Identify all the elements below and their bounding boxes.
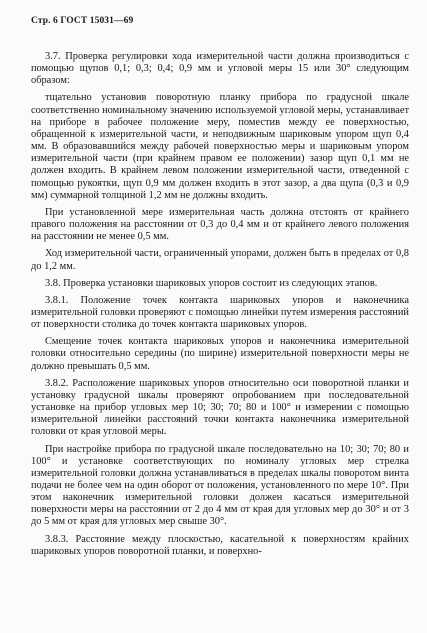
paragraph-procedure: тщательно установив поворотную планку прибора по градусной шкале соответственно номинальному значению используемой угловой меры, устанавливает на приборе в рабочее положение меру, поместив между ее поверхностью, обращенной к измерительной части, и неподвижным шариковым упором щуп 0,4 мм. В образовавшийся между рабочей поверхностью меры и шариковым упором измерительной части (при крайнем правом ее положении) зазор щуп 0,1 мм не должен входить. В крайнем левом положении измерительной части, отведенной с помощью рукоятки, щуп 0,9 мм должен входить в этот зазор, а два щупа (0,3 и 0,9 мм) суммарной толщиной 1,2 мм не должны входить. <box>31 92 409 201</box>
paragraph-3-8-1: 3.8.1. Положение точек контакта шариковых упоров и наконечника измерительной головки проверяют с помощью линейки путем измерения расстояний от поверхности столика до точек контакта шариковых упоров. <box>31 294 409 331</box>
paragraph-measure-position: При установленной мере измерительная часть должна отстоять от крайнего правого положения на расстоянии от 0,3 до 0,4 мм и от крайнего левого положения на расстоянии не менее 0,5 мм. <box>31 206 409 243</box>
paragraph-travel-range: Ход измерительной части, ограниченный упорами, должен быть в пределах от 0,8 до 1,2 мм. <box>31 248 409 272</box>
page-header: Стр. 6 ГОСТ 15031—69 <box>31 16 134 26</box>
paragraph-3-7: 3.7. Проверка регулировки хода измерительной части должна производиться с помощью щупов 0,1; 0,3; 0,4; 0,9 мм и угловой меры 15 или 30° следующим образом: <box>31 51 409 87</box>
paragraph-3-8: 3.8. Проверка установки шариковых упоров состоит из следующих этапов. <box>45 277 378 289</box>
paragraph-contact-offset: Смещение точек контакта шариковых упоров и наконечника измерительной головки относительно середины (по ширине) измерительной поверхности меры не должно превышать 0,5 мм. <box>31 336 409 372</box>
paragraph-scale-setup: При настройке прибора по градусной шкале последовательно на 10; 30; 70; 80 и 100° и установке соответствующих по номиналу угловых мер стрелка измерительной головки должна устанавливаться в пределах шкалы поворотом винта подачи не более чем на один оборот от положения, установленного по мере 10°. При этом наконечник измерительной головки должен касаться измерительной поверхности меры на расстоянии от 2 до 4 мм от края для угловых мер до 30° и от 3 до 5 мм от края для угловых мер свыше 30°. <box>31 443 409 528</box>
paragraph-3-8-3: 3.8.3. Расстояние между плоскостью, касательной к поверхностям крайних шариковых упоров поворотной планки, и поверхно- <box>31 533 409 557</box>
document-body <box>31 51 409 558</box>
paragraph-3-8-2: 3.8.2. Расположение шариковых упоров относительно оси поворотной планки и установку градусной шкалы проверяют опробованием при последовательной установке на прибор угловых мер 10; 30; 70; 80 и 100° и измерении с помощью измерительной линейки расстояний точки контакта наконечника измерительной головки от края угловой меры. <box>31 377 409 438</box>
